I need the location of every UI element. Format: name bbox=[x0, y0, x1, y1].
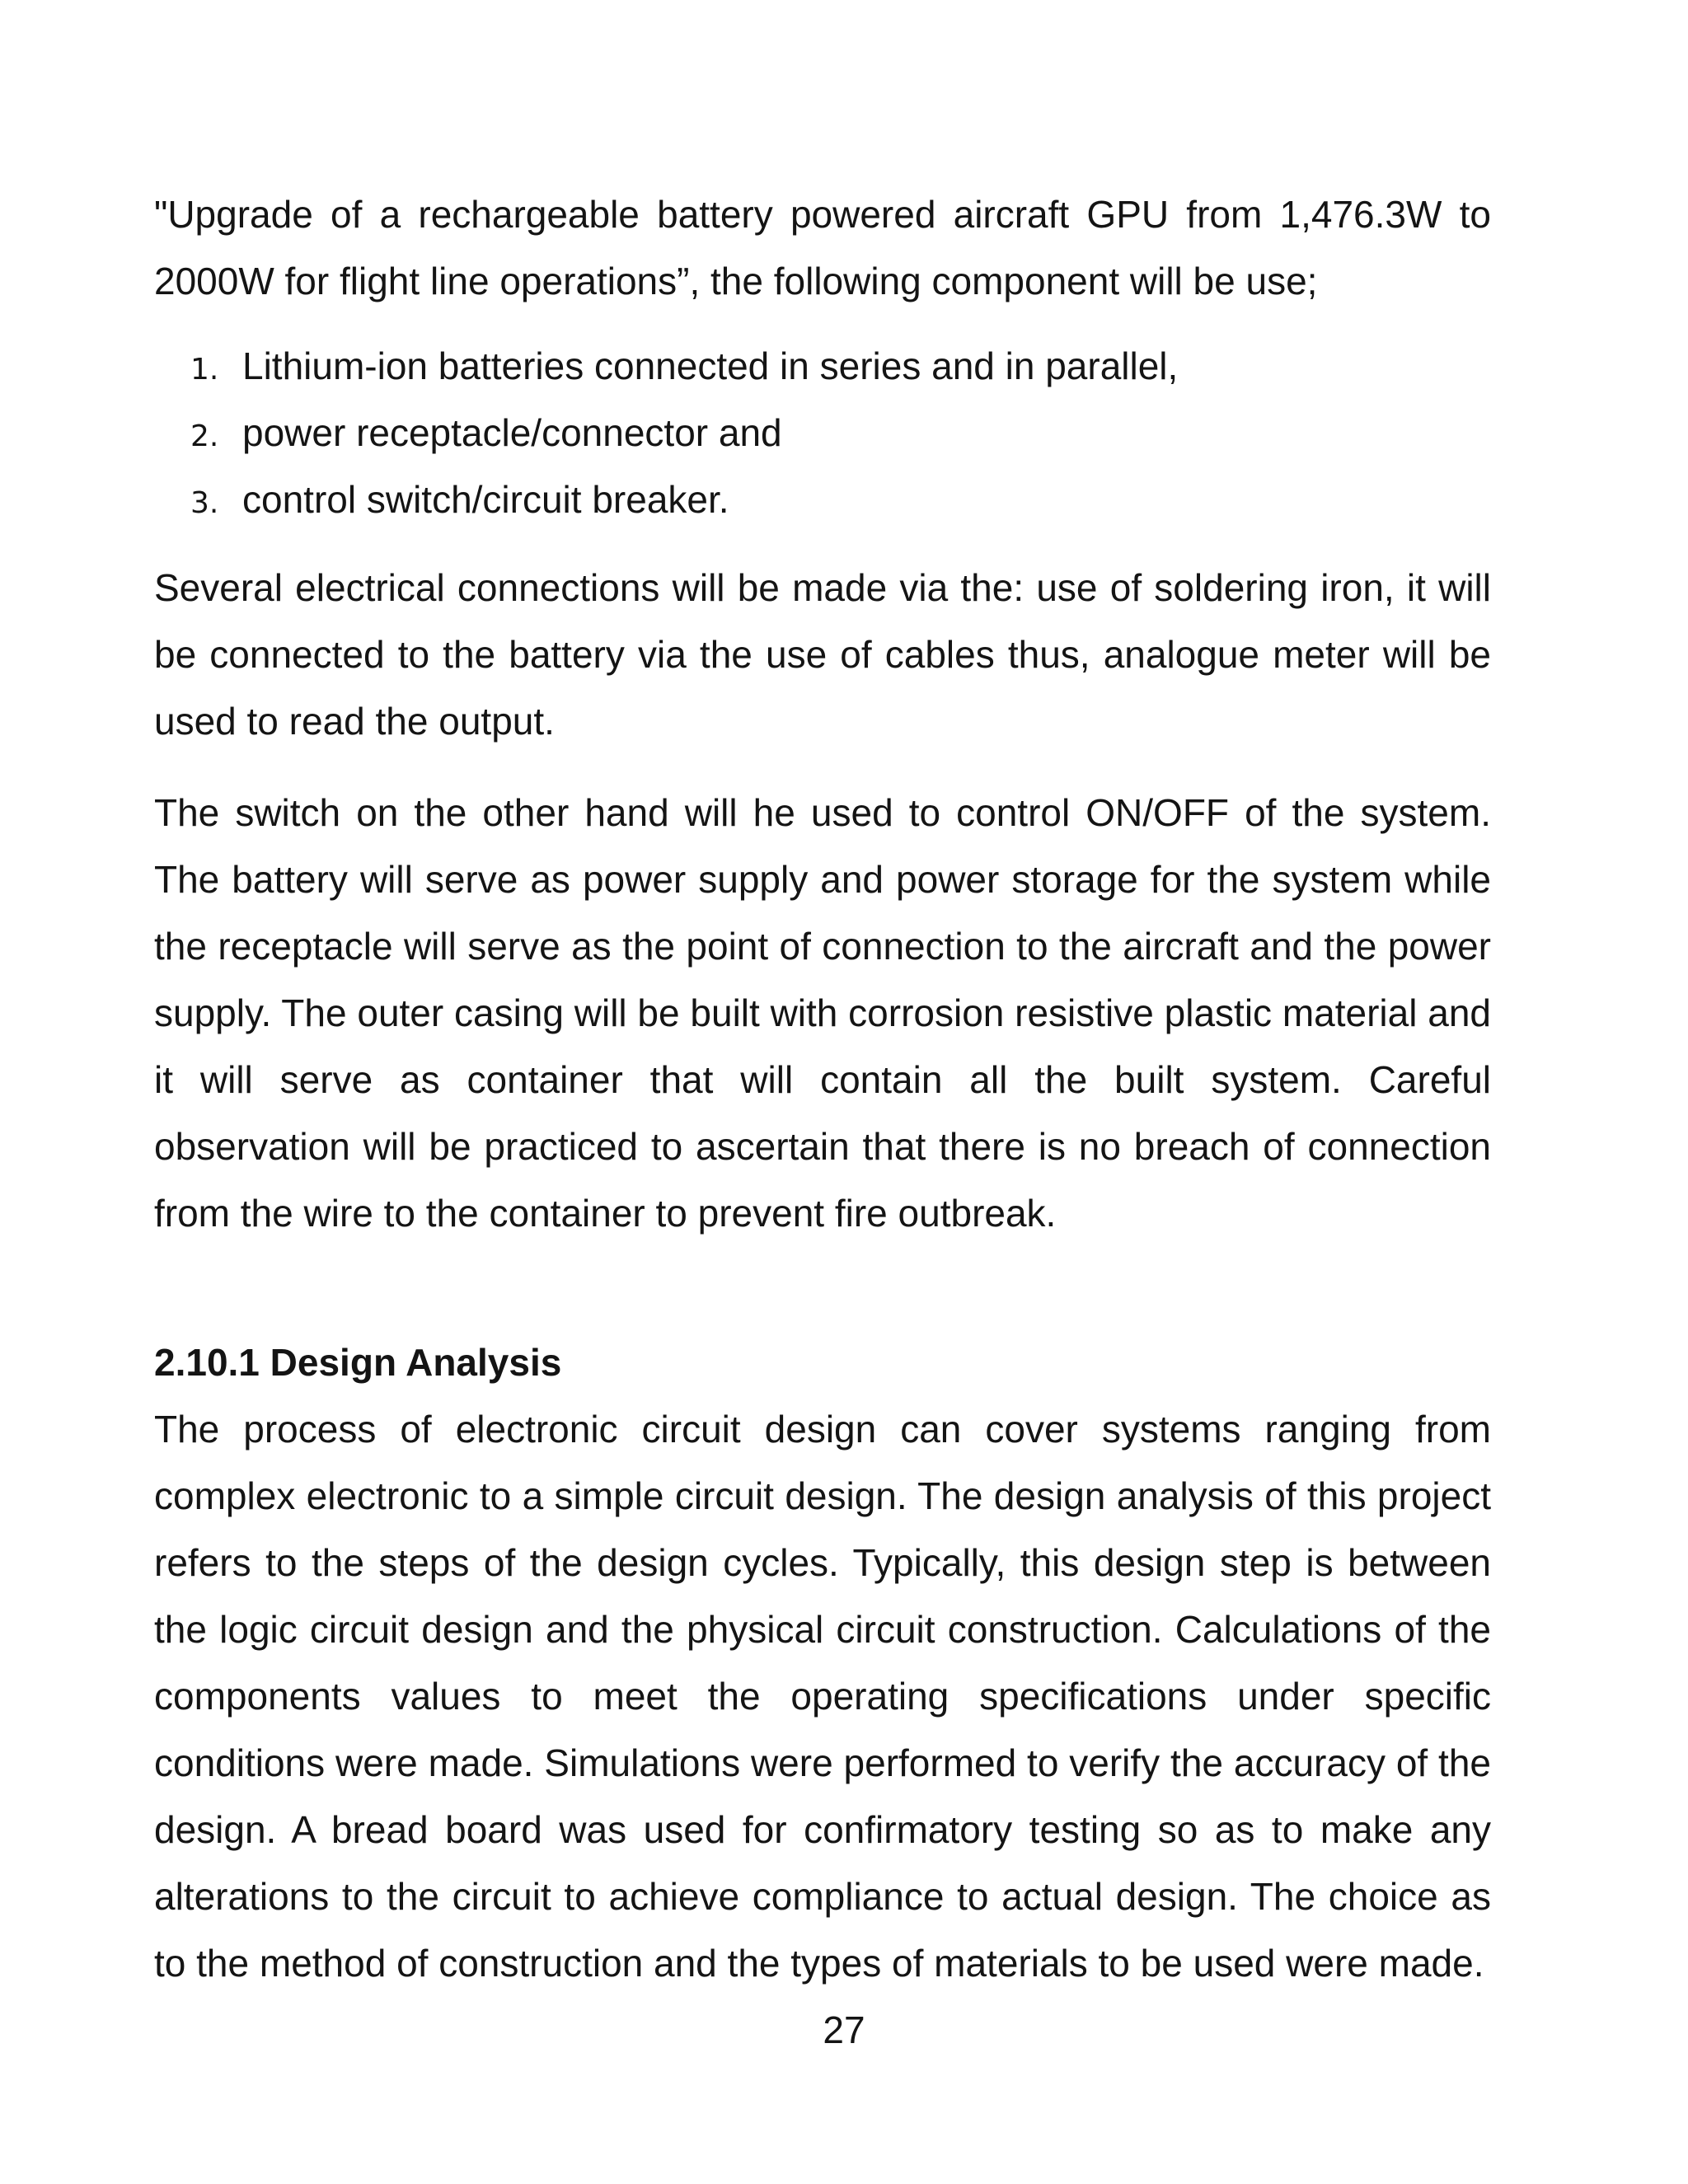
page-number: 27 bbox=[823, 2008, 865, 2051]
list-item-text: power receptacle/connector and bbox=[242, 411, 782, 454]
list-number: 3. bbox=[190, 486, 219, 520]
list-number: 2. bbox=[190, 419, 219, 453]
section-heading: 2.10.1 Design Analysis bbox=[154, 1341, 562, 1384]
design-analysis-paragraph: The process of electronic circuit design can cover systems ranging from complex electronic to a simple circuit design. The design analysis of this project refers to the steps of the design cycles. Typically, this design step is between the logic circuit design and the physical circuit construction. Calculations of the components values to meet the operating specifications under specific conditions were made. Simulations were performed to verify the accuracy of the design. A bread board was used for confirmatory testing so as to make any alterations to the circuit to achieve compliance to actual design. The choice as to the method of construction and the types of materials to be used were made. bbox=[154, 1408, 1491, 1985]
list-item bbox=[154, 333, 1491, 400]
list-item bbox=[154, 466, 1491, 533]
list-item-text: Lithium-ion batteries connected in series and in parallel, bbox=[242, 344, 1179, 387]
switch-paragraph: The switch on the other hand will he used to control ON/OFF of the system. The battery will serve as power supply and power storage for the system while the receptacle will serve as the point of connection to the aircraft and the power supply. The outer casing will be built with corrosion resistive plastic material and it will serve as container that will contain all the built system. Careful observation will be practiced to ascertain that there is no breach of connection from the wire to the container to prevent fire outbreak. bbox=[154, 791, 1491, 1235]
document-page bbox=[154, 181, 1491, 1997]
list-number: 1. bbox=[190, 353, 219, 387]
intro-paragraph: "Upgrade of a rechargeable battery powered aircraft GPU from 1,476.3W to 2000W for flight line operations”, the following component will be use; bbox=[154, 193, 1491, 302]
component-list bbox=[154, 333, 1491, 533]
connections-paragraph: Several electrical connections will be made via the: use of soldering iron, it will be connected to the battery via the use of cables thus, analogue meter will be used to read the output. bbox=[154, 566, 1491, 743]
list-item bbox=[154, 400, 1491, 466]
list-item-text: control switch/circuit breaker. bbox=[242, 478, 729, 521]
